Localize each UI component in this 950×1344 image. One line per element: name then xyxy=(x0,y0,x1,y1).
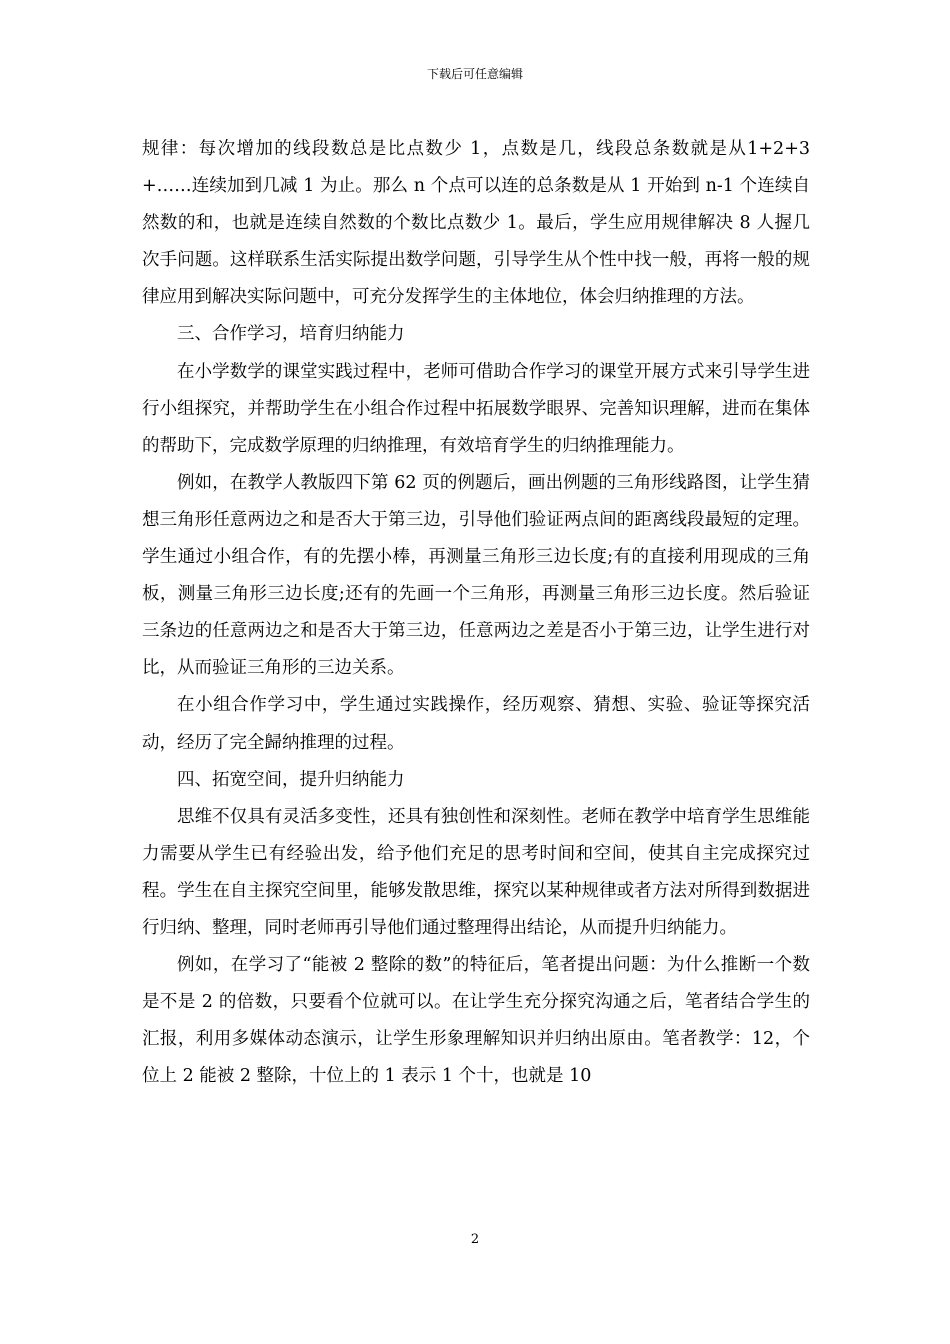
page-header: 下载后可任意编辑 xyxy=(426,67,523,81)
page-number: 2 xyxy=(470,1232,480,1247)
section-heading-3: 三、合作学习，培育归纳能力 xyxy=(177,324,405,345)
paragraph-rule-conclusion: 规律：每次增加的线段数总是比点数少 1，点数是几，线段总条数就是从1+2+3+……连续加到几减 1 为止。那么 n 个点可以连的总条数是从 1 开始到 n-1 个连续自然数的和，也就是连续自然数的个数比点数少 1。最后，学生应用规律解决 8 人握几次手问题。这样联系生活实际提出数学问题，引导学生从个性中找一般，再将一般的规律应用到解决实际问题中，可充分发挥学生的主体地位，体会归纳推理的方法。 xyxy=(142,139,810,308)
document-body xyxy=(142,131,810,1095)
section-heading-4: 四、拓宽空间，提升归纳能力 xyxy=(177,769,405,790)
paragraph-divisible-by-2-example: 例如，在学习了“能被 2 整除的数”的特征后，笔者提出问题：为什么推断一个数是不是 2 的倍数，只要看个位就可以。在让学生充分探究沟通之后，笔者结合学生的汇报，利用多媒体动态演示，让学生形象理解知识并归纳出原由。笔者教学：12，个位上 2 能被 2 整除，十位上的 1 表示 1 个十，也就是 10 xyxy=(142,955,810,1087)
paragraph-thinking-space: 思维不仅具有灵活多变性，还具有独创性和深刻性。老师在教学中培育学生思维能力需要从学生已有经验出发，给予他们充足的思考时间和空间，使其自主完成探究过程。学生在自主探究空间里，能够发散思维，探究以某种规律或者方法对所得到数据进行归纳、整理，同时老师再引导他们通过整理得出结论，从而提升归纳能力。 xyxy=(142,806,810,938)
paragraph-triangle-example: 例如，在教学人教版四下第 62 页的例题后，画出例题的三角形线路图，让学生猜想三角形任意两边之和是否大于第三边，引导他们验证两点间的距离线段最短的定理。学生通过小组合作，有的先摆小棒，再测量三角形三边长度;有的直接利用现成的三角板，测量三角形三边长度;还有的先画一个三角形，再测量三角形三边长度。然后验证三条边的任意两边之和是否大于第三边，任意两边之差是否小于第三边，让学生进行对比，从而验证三角形的三边关系。 xyxy=(142,472,810,679)
paragraph-cooperative-learning: 在小学数学的课堂实践过程中，老师可借助合作学习的课堂开展方式来引导学生进行小组探究，并帮助学生在小组合作过程中拓展数学眼界、完善知识理解，进而在集体的帮助下，完成数学原理的归纳推理，有效培育学生的归纳推理能力。 xyxy=(142,361,810,456)
paragraph-group-summary: 在小组合作学习中，学生通过实践操作，经历观察、猜想、实验、验证等探究活动，经历了完全歸纳推理的过程。 xyxy=(142,695,810,753)
